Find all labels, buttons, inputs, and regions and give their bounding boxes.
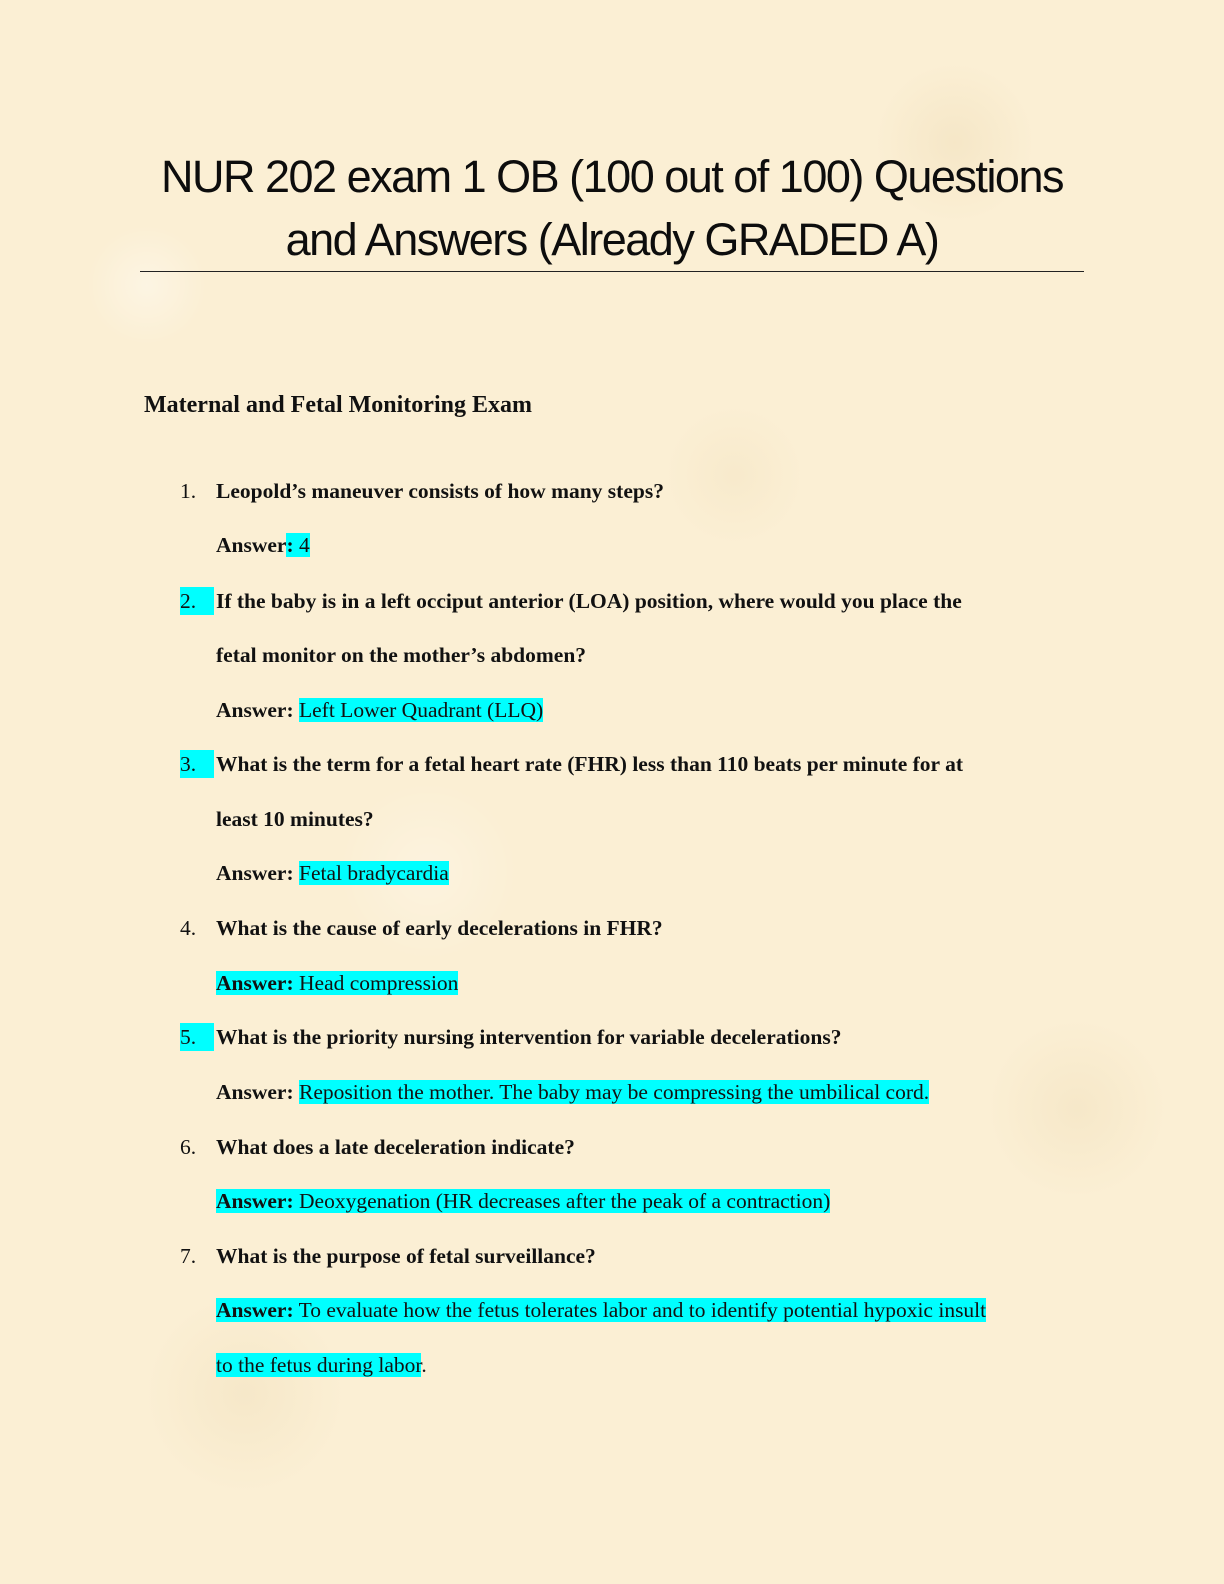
answer-text: 4 [299, 533, 310, 557]
answer-highlight [286, 533, 309, 557]
question-number: 2. [180, 587, 214, 615]
answer-line [216, 696, 543, 724]
question-text: What is the purpose of fetal surveillance? [216, 1244, 596, 1268]
question-text: What is the priority nursing intervention for variable decelerations? [216, 1025, 842, 1049]
answer-label: Answer: [216, 1080, 294, 1104]
answer-highlight [216, 971, 458, 995]
answer-line [216, 531, 310, 559]
answer-line-1 [216, 1296, 986, 1324]
question-text-line-2: fetal monitor on the mother’s abdomen? [216, 643, 587, 667]
answer-label: Answer: [216, 1189, 294, 1213]
answer-text: Head compression [299, 971, 459, 995]
question-text: Leopold’s maneuver consists of how many steps? [216, 479, 664, 503]
document-title-line-1: NUR 202 exam 1 OB (100 out of 100) Questions [160, 151, 1063, 202]
answer-line [216, 859, 449, 887]
answer-line [216, 1187, 830, 1215]
answer-text: Left Lower Quadrant (LLQ) [299, 698, 544, 722]
title-underline-rule [140, 271, 1084, 272]
answer-text: Reposition the mother. The baby may be compressing the umbilical cord. [299, 1080, 930, 1104]
answer-text: Deoxygenation (HR decreases after the peak of a contraction) [299, 1189, 831, 1213]
answer-text-line-2: to the fetus during labor [216, 1353, 422, 1377]
answer-highlight [216, 1189, 830, 1213]
answer-text: Fetal bradycardia [299, 861, 449, 885]
question-text-line-1: If the baby is in a left occiput anterior (LOA) position, where would you place the [216, 589, 962, 613]
question-number: 1. [180, 479, 197, 503]
answer-label: Answer: [216, 698, 294, 722]
answer-line [216, 1078, 929, 1106]
answer-trailing-period: . [421, 1353, 427, 1377]
question-number: 3. [180, 750, 214, 778]
answer-text-line-1: To evaluate how the fetus tolerates labor and to identify potential hypoxic insult [298, 1298, 987, 1322]
document-title-line-2: and Answers (Already GRADED A) [285, 214, 939, 265]
question-text: What is the cause of early decelerations in FHR? [216, 916, 663, 940]
question-text: What does a late deceleration indicate? [216, 1135, 575, 1159]
answer-colon: : [286, 533, 294, 557]
question-number: 6. [180, 1135, 197, 1159]
question-number: 5. [180, 1023, 214, 1051]
answer-highlight [216, 1298, 986, 1322]
question-text-line-1: What is the term for a fetal heart rate (FHR) less than 110 beats per minute for at [216, 752, 963, 776]
document-title [140, 145, 1084, 271]
answer-label: Answer: [216, 971, 294, 995]
answer-line-2 [216, 1351, 427, 1379]
answer-label: Answer: [216, 1298, 294, 1322]
answer-label: Answer: [216, 861, 294, 885]
question-text-line-2: least 10 minutes? [216, 807, 374, 831]
answer-line [216, 969, 458, 997]
answer-label: Answer [216, 533, 287, 557]
question-number: 4. [180, 916, 197, 940]
question-number: 7. [180, 1244, 197, 1268]
section-heading: Maternal and Fetal Monitoring Exam [144, 392, 532, 418]
